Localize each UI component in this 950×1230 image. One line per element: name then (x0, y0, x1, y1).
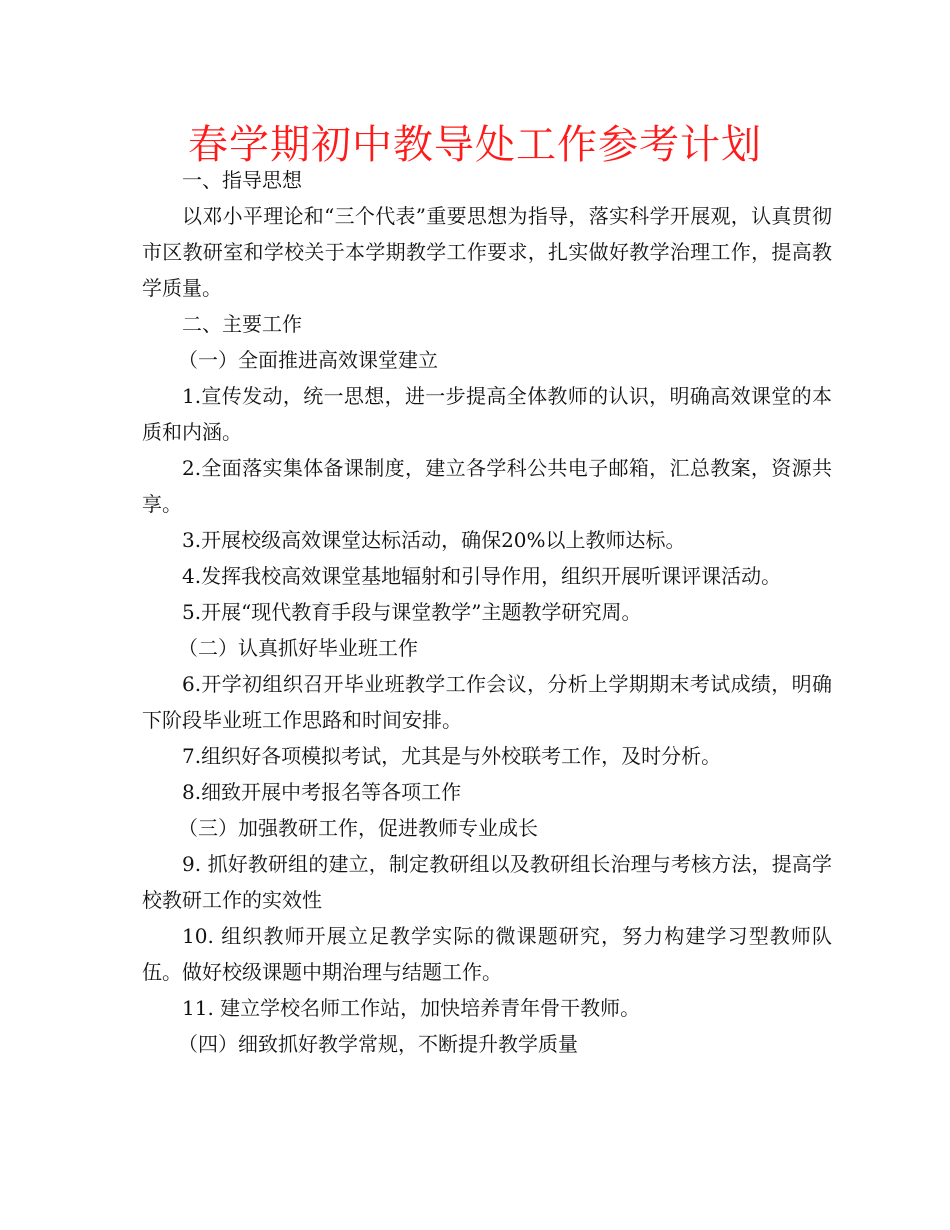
subsection-heading-3: （三）加强教研工作，促进教师专业成长 (178, 816, 538, 840)
paragraph-guiding-ideology: 以邓小平理论和“三个代表”重要思想为指导，落实科学开展观，认真贯彻市区教研室和学校关于本学期教学工作要求，扎实做好教学治理工作，提高教学质量。 (142, 204, 832, 300)
list-item-9: 9. 抓好教研组的建立，制定教研组以及教研组长治理与考核方法，提高学校教研工作的实效性 (142, 852, 832, 912)
list-item-8: 8.细致开展中考报名等各项工作 (182, 780, 462, 804)
list-item-11: 11. 建立学校名师工作站，加快培养青年骨干教师。 (182, 996, 641, 1020)
list-item-10: 10. 组织教师开展立足教学实际的微课题研究，努力构建学习型教师队伍。做好校级课题中期治理与结题工作。 (142, 924, 832, 984)
list-item-7: 7.组织好各项模拟考试，尤其是与外校联考工作，及时分析。 (182, 744, 722, 768)
section-heading-main-work: 二、主要工作 (182, 312, 302, 336)
document-title: 春学期初中教导处工作参考计划 (188, 122, 762, 168)
subsection-heading-1: （一）全面推进高效课堂建立 (178, 348, 438, 372)
subsection-heading-4: （四）细致抓好教学常规，不断提升教学质量 (178, 1032, 578, 1056)
list-item-1: 1.宣传发动，统一思想，进一步提高全体教师的认识，明确高效课堂的本质和内涵。 (142, 384, 832, 444)
subsection-heading-2: （二）认真抓好毕业班工作 (178, 636, 418, 660)
section-heading-guiding-ideology: 一、指导思想 (182, 168, 302, 192)
list-item-4: 4.发挥我校高效课堂基地辐射和引导作用，组织开展听课评课活动。 (182, 564, 782, 588)
document-body (142, 162, 832, 1062)
list-item-3: 3.开展校级高效课堂达标活动，确保20%以上教师达标。 (182, 528, 686, 552)
list-item-5: 5.开展“现代教育手段与课堂教学”主题教学研究周。 (182, 600, 642, 624)
list-item-2: 2.全面落实集体备课制度，建立各学科公共电子邮箱，汇总教案，资源共享。 (142, 456, 832, 516)
list-item-6: 6.开学初组织召开毕业班教学工作会议，分析上学期期末考试成绩，明确下阶段毕业班工作思路和时间安排。 (142, 672, 832, 732)
